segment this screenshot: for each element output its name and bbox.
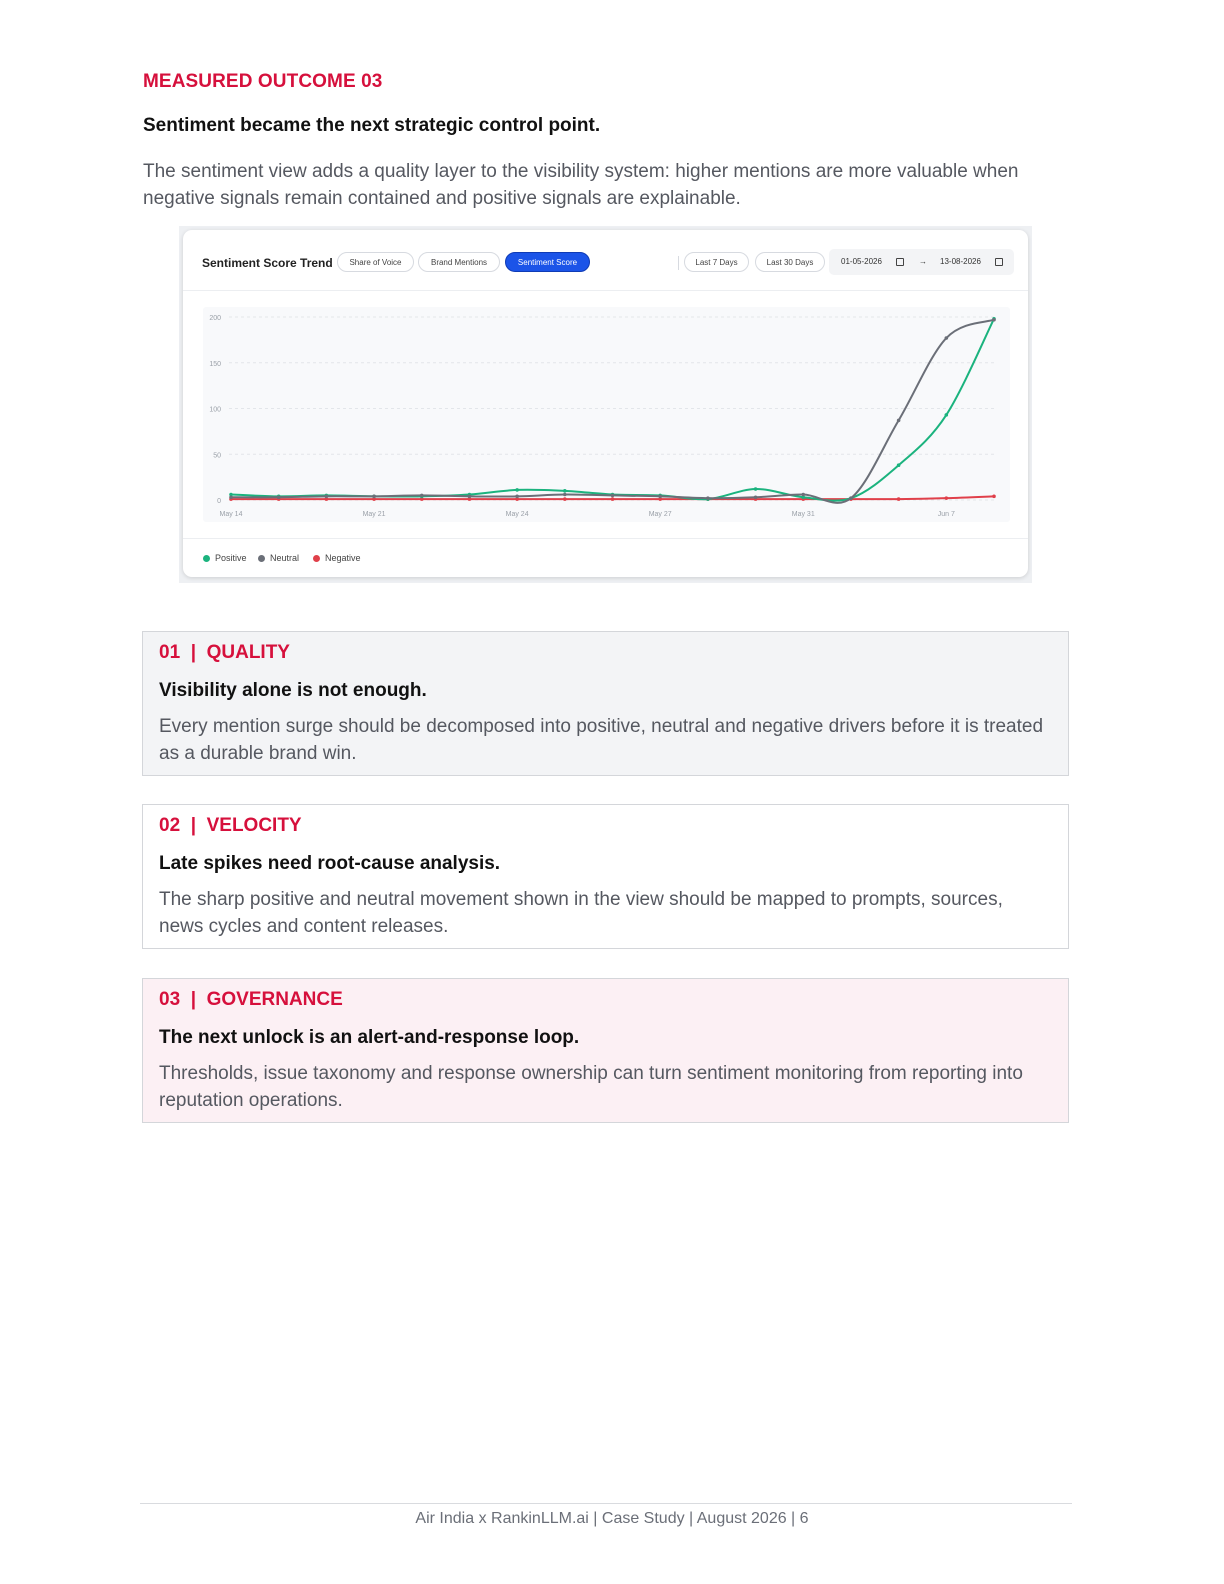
section-lead: The sentiment view adds a quality layer to the visibility system: higher mentions are more valuable when negative signals remain contained and positive signals are explainable. xyxy=(143,161,1019,209)
insight-card-label: GOVERNANCE xyxy=(206,989,343,1010)
sentiment-chart-card xyxy=(183,230,1028,577)
x-tick-label: May 21 xyxy=(362,511,386,518)
insight-card-number: 02 xyxy=(159,815,181,836)
data-point-neutral xyxy=(849,496,853,500)
legend-positive-swatch xyxy=(203,555,210,562)
calendar-icon[interactable] xyxy=(995,258,1003,266)
data-point-neutral xyxy=(658,495,662,499)
insight-card-title: Late spikes need root-cause analysis. xyxy=(159,853,501,874)
x-tick-label: May 31 xyxy=(791,511,815,518)
range-last-7-days[interactable]: Last 7 Days xyxy=(684,252,749,272)
y-tick-label: 100 xyxy=(209,406,221,414)
legend-positive-label: Positive xyxy=(215,553,247,563)
x-tick-label: May 27 xyxy=(648,511,672,518)
insight-card-divider: | xyxy=(190,642,197,663)
data-point-positive xyxy=(563,489,567,493)
data-point-neutral xyxy=(801,493,805,497)
legend-negative-label: Negative xyxy=(325,553,361,563)
y-tick-label: 200 xyxy=(209,315,221,322)
data-point-neutral xyxy=(515,495,519,499)
data-point-neutral xyxy=(754,495,758,499)
toolbar-separator xyxy=(678,256,679,270)
data-point-positive xyxy=(897,463,901,467)
insight-card-number: 01 xyxy=(159,642,181,663)
y-tick-label: 50 xyxy=(213,452,221,460)
data-point-neutral xyxy=(706,496,710,500)
legend-neutral[interactable] xyxy=(258,553,299,563)
insight-card-heading xyxy=(159,989,343,1011)
data-point-negative xyxy=(992,495,996,499)
insight-card-governance xyxy=(142,978,1069,1123)
date-arrow-icon: → xyxy=(919,257,927,266)
tab-brand-mentions[interactable]: Brand Mentions xyxy=(418,252,500,272)
data-point-positive xyxy=(515,488,519,492)
legend-neutral-label: Neutral xyxy=(270,553,300,563)
footer-rule xyxy=(140,1503,1072,1504)
y-tick-label: 150 xyxy=(209,360,221,368)
data-point-neutral xyxy=(945,336,949,340)
legend-divider xyxy=(183,538,1028,539)
range-last-30-days[interactable]: Last 30 Days xyxy=(755,252,825,272)
legend-positive[interactable] xyxy=(203,553,247,563)
data-point-neutral xyxy=(420,494,424,498)
tab-sentiment-score[interactable]: Sentiment Score xyxy=(505,252,590,272)
chart-card-title: Sentiment Score Trend xyxy=(202,256,333,270)
insight-card-heading xyxy=(159,642,290,664)
data-point-neutral xyxy=(563,493,567,497)
y-tick-label: 0 xyxy=(217,498,221,505)
date-range-picker xyxy=(829,249,1014,275)
x-tick-label: Jun 7 xyxy=(937,511,955,518)
page-footer: Air India x RankinLLM.ai | Case Study | August 2026 | 6 xyxy=(415,1510,809,1527)
data-point-negative xyxy=(563,497,567,501)
insight-card-label: VELOCITY xyxy=(206,815,302,836)
x-tick-label: May 24 xyxy=(505,511,529,518)
data-point-neutral xyxy=(468,495,472,499)
data-point-neutral xyxy=(325,495,329,499)
tab-share-of-voice[interactable]: Share of Voice xyxy=(337,252,414,272)
insight-card-divider: | xyxy=(190,989,197,1010)
data-point-negative xyxy=(945,496,949,500)
data-point-negative xyxy=(611,497,615,501)
legend-neutral-swatch xyxy=(258,555,265,562)
insight-card-body: Every mention surge should be decomposed into positive, neutral and negative drivers before it is treated as a durable brand win. xyxy=(159,716,1044,764)
data-point-neutral xyxy=(229,495,233,499)
insight-card-body: Thresholds, issue taxonomy and response ownership can turn sentiment monitoring from reporting into reputation operations. xyxy=(159,1063,1023,1111)
data-point-neutral xyxy=(611,494,615,498)
data-point-neutral xyxy=(992,318,996,322)
x-tick-label: May 14 xyxy=(219,511,243,518)
insight-card-body: The sharp positive and neutral movement shown in the view should be mapped to prompts, sources, news cycles and content releases. xyxy=(159,889,1003,937)
section-headline: Sentiment became the next strategic control point. xyxy=(143,115,601,136)
calendar-icon[interactable] xyxy=(896,258,904,266)
legend-negative[interactable] xyxy=(313,553,361,563)
data-point-positive xyxy=(754,487,758,491)
legend-negative-swatch xyxy=(313,555,320,562)
insight-card-heading xyxy=(159,815,302,837)
data-point-neutral xyxy=(372,495,376,499)
sentiment-line-chart xyxy=(199,307,1014,527)
insight-card-title: Visibility alone is not enough. xyxy=(159,680,427,701)
date-from-input[interactable]: 01-05-2026 xyxy=(841,257,882,266)
card-divider xyxy=(183,290,1028,291)
data-point-negative xyxy=(897,497,901,501)
insight-card-velocity xyxy=(142,804,1069,949)
insight-card-title: The next unlock is an alert-and-response loop. xyxy=(159,1027,580,1048)
plot-background xyxy=(203,307,1010,522)
date-to-input[interactable]: 13-08-2026 xyxy=(940,257,981,266)
data-point-neutral xyxy=(897,419,901,423)
data-point-positive xyxy=(945,413,949,417)
insight-card-label: QUALITY xyxy=(206,642,290,663)
dashboard-screenshot xyxy=(179,226,1032,583)
data-point-neutral xyxy=(277,495,281,499)
insight-card-quality xyxy=(142,631,1069,776)
insight-card-number: 03 xyxy=(159,989,181,1010)
insight-card-divider: | xyxy=(190,815,197,836)
section-kicker: MEASURED OUTCOME 03 xyxy=(143,71,383,92)
